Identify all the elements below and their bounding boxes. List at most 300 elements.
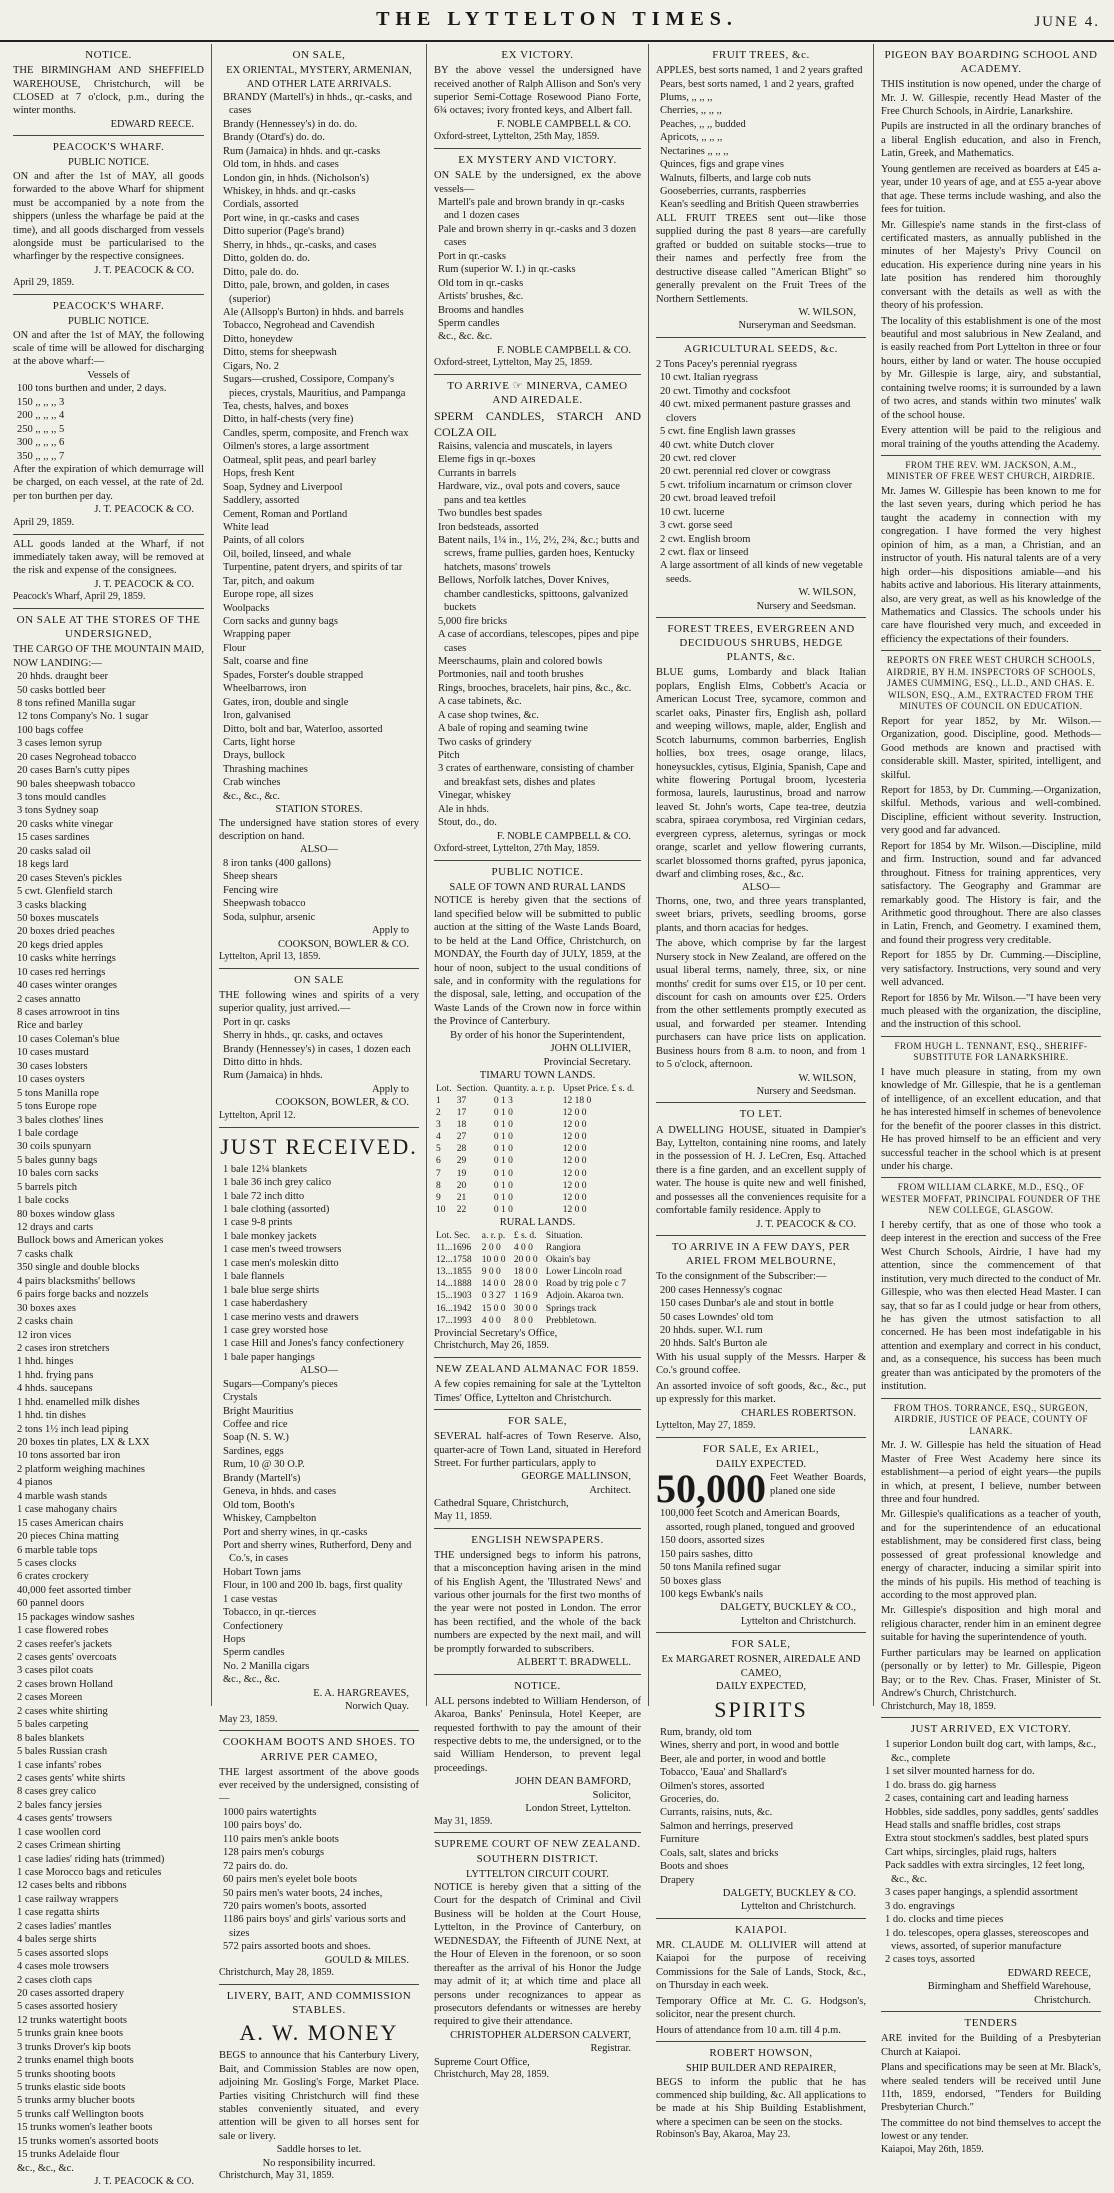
goods-list	[656, 1507, 866, 1601]
list-item: 5 cwt. trifolium incarnatum or crimson clover	[660, 479, 853, 491]
list-item: Oatmeal, split peas, and pearl barley	[223, 454, 377, 466]
ad-date: Lyttelton, April 12.	[219, 1109, 296, 1121]
list-item: 12 iron vices	[17, 1329, 72, 1341]
ad-date: May 31, 1859.	[434, 1815, 493, 1827]
ad-heading: AGRICULTURAL SEEDS, &c.	[684, 342, 838, 355]
list-item: 1 case mahogany chairs	[17, 1504, 118, 1516]
table-cell: Springs track	[545, 1303, 597, 1314]
ad-date: Christchurch, May 28, 1859.	[219, 1967, 334, 1979]
ad-subheading: SALE OF TOWN AND RURAL LANDS	[449, 881, 626, 893]
list-item: 50 pairs men's water boots, 24 inches,	[223, 1887, 383, 1899]
list-item: 1 case Hill and Jones's fancy confectionery	[223, 1338, 404, 1350]
list-item: London gin, in hhds. (Nicholson's)	[223, 172, 369, 184]
table-cell: 12 0 0	[562, 1156, 587, 1167]
table-row	[434, 1266, 641, 1278]
list-item: Spades, Forster's double strapped	[223, 669, 364, 681]
table-cell: Road by trig pole c 7	[545, 1279, 626, 1290]
list-item: 4 marble wash stands	[17, 1490, 108, 1502]
list-item: Brandy (Hennessey's) in cases, 1 dozen each	[223, 1043, 411, 1055]
list-item: Flour	[223, 642, 246, 654]
list-item: Soap, Sydney and Liverpool	[223, 481, 343, 493]
ad-date: May 23, 1859.	[219, 1713, 278, 1725]
list-item: 20 hhds. Salt's Burton ale	[660, 1338, 768, 1350]
list-item: 30 boxes axes	[17, 1302, 76, 1314]
ad-signature-title: Architect.	[589, 1484, 631, 1496]
ad-heading: ENGLISH NEWSPAPERS.	[471, 1533, 604, 1546]
list-item: 1 case men's tweed trowsers	[223, 1244, 342, 1256]
ad-testimonial-tennant	[881, 1037, 1101, 1179]
list-item: 15 packages window sashes	[17, 1611, 135, 1623]
ad-kaiapoi-ollivier	[656, 1919, 866, 2042]
list-item: 20 cases Barn's cutty pipes	[17, 765, 130, 777]
list-item: Two bundles best spades	[438, 508, 542, 520]
list-item: 2 cases, containing cart and leading harness	[885, 1793, 1069, 1805]
ad-subheading: PUBLIC NOTICE.	[67, 316, 150, 328]
list-item: Ditto, in half-chests (very fine)	[223, 414, 354, 426]
list-item: 5 trunks army blucher boots	[17, 2095, 135, 2107]
ad-signature: CHARLES ROBERTSON.	[741, 1407, 856, 1419]
ad-body: Every attention will be paid to the religious and moral training of the youths attending the Academy.	[881, 425, 1101, 450]
list-item: Rum (superior W. I.) in qr.-casks	[438, 264, 576, 276]
list-item: 1186 pairs boys' and girls' various sorts and sizes	[223, 1914, 406, 1939]
list-item: 50 casks bottled beer	[17, 684, 106, 696]
table-row	[434, 1303, 641, 1315]
list-item: 2 cases toys, assorted	[885, 1954, 975, 1966]
ad-robert-howson	[656, 2042, 866, 2146]
list-item: Soap (N. S. W.)	[223, 1432, 289, 1444]
list-item: &c., &c. &c.	[438, 331, 493, 343]
goods-list	[656, 78, 866, 212]
ad-heading: TO ARRIVE IN A FEW DAYS, PER ARIEL FROM MELBOURNE,	[671, 1241, 851, 1268]
ad-signature: J. T. PEACOCK & CO.	[94, 578, 194, 590]
ad-signature-title: Lyttelton and Christchurch.	[740, 1901, 856, 1913]
ad-body: Mr. J. W. Gillespie has held the situation of Head Master of Free West Academy here since its establishment—a period of eight years—the pupils in which, at present, I believe, number between three and four hundred.	[881, 1440, 1101, 1505]
list-item: 5 trunks grain knee boots	[17, 2028, 124, 2040]
list-item: Oilmen's stores, a large assortment	[223, 441, 370, 453]
list-item: 4 cases gents' trowsers	[17, 1813, 112, 1825]
list-item: Corn sacks and gunny bags	[223, 616, 338, 628]
list-item: Whiskey, in hhds. and qr.-casks	[223, 186, 356, 198]
list-item: 1 hhd. hinges	[17, 1356, 74, 1368]
table-cell: 29	[456, 1156, 467, 1167]
ad-body: Mr. James W. Gillespie has been known to me for the last seven years, during which period he has taught the academy in connection with my congregation. I have formed the very highest opinion of him, as a man, a Christian, and an instructor of youth. His natural talents are of a very high order—his dispositions amiable—and his habits active and laborious. His literary attainments, also, are very great, as well as his knowledge of the Mathematics and Classics. The schools under his care have flourished very much, and exceeded in efficiency the expectations of their founders.	[881, 486, 1101, 645]
ad-body: Plans and specifications may be seen at Mr. Black's, where sealed tenders will be received until June 11th, 1859, endorsed, "Tenders for Building Presbyterian Church."	[881, 2062, 1101, 2114]
list-item: 10 cases oysters	[17, 1074, 85, 1086]
table-row	[434, 1119, 641, 1131]
list-item: 2 cwt. flax or linseed	[660, 547, 749, 559]
ad-agricultural-seeds	[656, 338, 866, 618]
ad-signature: F. NOBLE CAMPBELL & CO.	[496, 830, 631, 842]
ad-line: Saddle horses to let.	[276, 2144, 362, 2156]
ad-body: Report for year 1852, by Mr. Wilson.—Organization, good. Discipline, good. Methods—Good methods are known and practised with considerable skill. Master, spirited, intelligent, and skilful.	[881, 715, 1101, 781]
table-cell: 20 0 0	[513, 1254, 538, 1265]
table-cell: 0 1 0	[493, 1156, 513, 1167]
list-item: Kean's seedling and British Queen strawberries	[660, 199, 859, 211]
table-row	[434, 1131, 641, 1143]
list-item: 2 tons 1½ inch lead piping	[17, 1423, 129, 1435]
list-item: Gates, iron, double and single	[223, 696, 349, 708]
list-item: Beer, ale and porter, in wood and bottle	[660, 1753, 826, 1765]
table-cell: 2	[436, 1107, 441, 1118]
ad-testimonial-clarke	[881, 1178, 1101, 1398]
scale-item: 200 ,, ,, ,, 4	[17, 410, 65, 422]
ad-heading: ROBERT HOWSON,	[709, 2047, 813, 2060]
list-item: Coffee and rice	[223, 1419, 288, 1431]
list-item: Meerschaums, plain and colored bowls	[438, 655, 603, 667]
table-cell: 13...1855	[436, 1267, 472, 1278]
apply-label: Apply to	[371, 925, 409, 937]
list-item: 4 cases mole trowsers	[17, 1961, 109, 1973]
list-item: 8 tons refined Manilla sugar	[17, 697, 136, 709]
ad-heading: NOTICE.	[85, 49, 132, 61]
table-cell: 28 0 0	[513, 1279, 538, 1290]
list-item: 1 bale clothing (assorted)	[223, 1204, 330, 1216]
list-item: Crystals	[223, 1392, 258, 1404]
table-cell: 12 0 0	[562, 1205, 587, 1216]
ad-by: By order of his honor the Superintendent,	[450, 1029, 625, 1041]
list-item: A case of accordians, telescopes, pipes and pipe cases	[438, 629, 639, 654]
ad-quantity: 50,000	[656, 1466, 766, 1512]
table-row	[434, 1192, 641, 1204]
ad-signature: W. WILSON,	[798, 1072, 856, 1084]
town-lands-heading: TIMARU TOWN LANDS.	[479, 1070, 596, 1082]
list-item: 50 boxes muscatels	[17, 912, 99, 924]
list-item: 3 cases lemon syrup	[17, 738, 102, 750]
list-item: Hops, fresh Kent	[223, 468, 295, 480]
list-item: Ditto, bolt and bar, Waterloo, assorted	[223, 723, 383, 735]
ad-body: ALL persons indebted to William Henderson, of Akaroa, Banks' Peninsula, Hotel Keeper, are requested forthwith to pay the amount of their respective debts to me, the undersigned, or to the said William Henderson, to prevent legal proceedings.	[434, 1695, 641, 1774]
list-item: 2 cases brown Holland	[17, 1678, 113, 1690]
list-item: 20 pieces China matting	[17, 1531, 119, 1543]
ad-body: NOTICE is hereby given that the sections of land specified below will be submitted to public auction at the sitting of the Waste Lands Board, to be held at the Land Office, Christchurch, on MONDAY, the Fourth day of JULY, 1859, at the hour of noon, subject to the usual conditions of sale, and in conformity with the regulations for the disposal, sale, letting, and occupation of the Waste Lands of the Crown now in force within the Province of Canterbury.	[434, 895, 641, 1028]
list-item: 1 case haberdashery	[223, 1298, 308, 1310]
list-item: 20 cases Negrohead tobacco	[17, 751, 137, 763]
list-item: 1 case ladies' riding hats (trimmed)	[17, 1853, 165, 1865]
ad-body: Report for 1853, by Dr. Cumming.—Organization, skilful. Methods, various and well-combined. Discipline, efficient without severity. Instruction, very good and far advanced.	[881, 785, 1101, 837]
column-3	[426, 44, 648, 2081]
table-cell: 14...1888	[436, 1279, 472, 1290]
table-cell: 12 0 0	[562, 1144, 587, 1155]
list-item: BRANDY (Martell's) in hhds., qr.-casks, and cases	[223, 91, 413, 117]
list-item: Port in qr. casks	[223, 1016, 291, 1028]
list-item: Hops	[223, 1634, 246, 1646]
list-item: Pale and brown sherry in qr.-casks and 3 dozen cases	[438, 223, 636, 249]
list-item: 4 pianos	[17, 1477, 53, 1489]
list-item: 2 cases Moreen	[17, 1692, 83, 1704]
list-item: Stout, do., do.	[438, 817, 497, 829]
list-item: Extra stout stockmen's saddles, best plated spurs	[885, 1833, 1089, 1845]
table-row	[434, 1107, 641, 1119]
table-row	[434, 1168, 641, 1180]
list-item: 5 cases assorted slops	[17, 1947, 109, 1959]
ad-weather-boards	[656, 1438, 866, 1633]
ad-body: Thorns, one, two, and three years transplanted, sweet briars, privets, seedling brooms, gorse plants, and thorn acacias for hedges.	[656, 895, 866, 934]
list-item: Salt, coarse and fine	[223, 656, 309, 668]
table-cell: 4	[436, 1132, 441, 1143]
ad-date: Robinson's Bay, Akaroa, May 23.	[656, 2129, 791, 2141]
list-item: 1 do. clocks and time pieces	[885, 1914, 1004, 1926]
ad-heading: FROM THOS. TORRANCE, ESQ., SURGEON, AIRDRIE, JUSTICE OF PEACE, COUNTY OF LANARK.	[893, 1402, 1089, 1436]
ad-signature: JOHN OLLIVIER,	[550, 1043, 631, 1055]
also-label: ALSO—	[300, 844, 338, 856]
goods-list	[656, 1726, 866, 1887]
goods-list	[219, 1378, 419, 1687]
table-cell: Prebbletown.	[545, 1315, 597, 1326]
table-cell: 14 0 0	[481, 1279, 506, 1290]
ad-signature-title: Lyttelton and Christchurch.	[740, 1615, 856, 1627]
list-item: Europe rope, all sizes	[223, 589, 314, 601]
list-item: Brooms and handles	[438, 304, 524, 316]
list-item: 10 tons assorted bar iron	[17, 1450, 121, 1462]
list-item: 3 tons mould candles	[17, 792, 106, 804]
list-item: 15 trunks women's assorted boots	[17, 2135, 159, 2147]
ad-subheading: PUBLIC NOTICE.	[67, 157, 150, 169]
ad-body: Mr. Gillespie's qualifications as a teacher of youth, and for the superintendence of an educational establishment, may be considered first class, being possessed of great professional knowledge and energy of character, inducing a similar spirit into the minds of his pupils. His method of teaching is according to the most approved plan.	[881, 1509, 1101, 1602]
ad-subheading: SHIP BUILDER AND REPAIRER,	[685, 2063, 837, 2075]
ad-body: APPLES, best sorts named, 1 and 2 years grafted	[656, 65, 863, 77]
list-item: 20 cwt. perennial red clover or cowgrass	[660, 466, 831, 478]
ad-body: Report for 1854 by Mr. Wilson.—Discipline, mild and firm. Instruction, sound and far advanced throughout. Fitness for training apprentices, very satisfactory. The Geography and Grammar are remarkably good. The History is fair, and the Arithmetic good throughout. There are also classes in Latin, French, and Geometry. I examined them, and found their progress very creditable.	[881, 840, 1101, 946]
table-row	[434, 1155, 641, 1167]
ad-body: Mr. Gillespie's name stands in the first-class of certificated masters, as annually published in the minutes of her Majesty's Privy Council on education. His experience during nine years in his late position has rendered him thoroughly conversant with the details as well as with the theory of his profession.	[881, 219, 1101, 312]
ad-heading: PEACOCK'S WHARF.	[52, 300, 165, 313]
ad-supreme-court	[434, 1833, 641, 2086]
list-item: 1 bale blue serge shirts	[223, 1284, 320, 1296]
list-item: Oilmen's stores, assorted	[660, 1780, 765, 1792]
ad-town-reserve	[434, 1410, 641, 1529]
ad-body: A DWELLING HOUSE, situated in Dampier's Bay, Lyttelton, containing nine rooms, and lately in the possession of H. J. LeCren, Esq. Attached there is a fine garden, and an excellent supply of water. The house is quite new and well finished, and possesses all the conveniences requisite for a comfortable family residence. Apply to	[656, 1124, 866, 1217]
ad-signature-address: Christchurch.	[1034, 1994, 1091, 2006]
list-item: Thrashing machines	[223, 763, 308, 775]
list-item: Tobacco, 'Eaua' and Shallard's	[660, 1767, 787, 1779]
ad-body: Mr. Gillespie's disposition and high moral and religious character, render him in an eminent degree suitable for having the superintendence of youth.	[881, 1605, 1101, 1644]
ad-signature: F. NOBLE CAMPBELL & CO.	[496, 344, 631, 356]
list-item: 40 cases winter oranges	[17, 980, 118, 992]
list-item: Artists' brushes, &c.	[438, 291, 524, 303]
list-item: Cigars, No. 2	[223, 360, 279, 372]
table-cell: 37	[456, 1095, 467, 1106]
ad-heading: JUST ARRIVED, EX VICTORY.	[910, 1723, 1072, 1736]
list-item: 20 hhds. super. W.I. rum	[660, 1324, 763, 1336]
list-item: 4 bales serge shirts	[17, 1934, 97, 1946]
ad-signature: W. WILSON,	[798, 306, 856, 318]
list-item: Sperm candles	[223, 1647, 285, 1659]
ad-ariel-arrival	[656, 1236, 866, 1438]
list-item: 1 do. brass do. gig harness	[885, 1779, 997, 1791]
ad-body: Report for 1856 by Mr. Wilson.—"I have been very much pleased with the organization, the discipline, and the instruction of this school.	[881, 992, 1101, 1031]
table-cell: 2 0 0	[481, 1242, 501, 1253]
ad-heading: PEACOCK'S WHARF.	[52, 141, 165, 154]
list-item: 100,000 feet Scotch and American Boards, assorted, rough planed, tongued and grooved	[660, 1508, 855, 1533]
list-item: Wines, sherry and port, in wood and bottle	[660, 1740, 839, 1752]
list-item: 2 cwt. English broom	[660, 533, 751, 545]
list-item: 1 case infants' robes	[17, 1759, 102, 1771]
list-item: Geneva, in hhds. and cases	[223, 1486, 337, 1498]
list-item: Eleme figs in qr.-boxes	[438, 454, 536, 466]
list-item: 1 hhd. tin dishes	[17, 1410, 86, 1422]
list-item: 1 case woollen cord	[17, 1826, 101, 1838]
ad-intro: THE CARGO OF THE MOUNTAIN MAID, NOW LANDING:—	[13, 644, 204, 669]
list-item: Ale (Allsopp's Burton) in hhds. and barrels	[223, 306, 404, 318]
ad-heading: FOR SALE, Ex ARIEL,	[702, 1442, 820, 1455]
masthead	[0, 0, 1114, 42]
ad-body: The committee do not bind themselves to accept the lowest or any tender.	[881, 2117, 1101, 2143]
rural-lands-table	[434, 1230, 641, 1327]
ad-land-sale	[434, 861, 641, 1358]
ad-body: ON and after the 1st of MAY, the following scale of time will be allowed for discharging at the above wharf:—	[13, 329, 204, 368]
list-item: 128 pairs men's coburgs	[223, 1847, 325, 1859]
list-item: 3 cwt. gorse seed	[660, 520, 733, 532]
column-header: Upset Price. £ s. d.	[562, 1083, 635, 1094]
list-item: 5 tons Manilla rope	[17, 1087, 99, 1099]
list-item: 10 cwt. Italian ryegrass	[660, 372, 758, 384]
scale-heading: Vessels of	[87, 369, 130, 381]
list-item: 5 cwt. Glenfield starch	[17, 886, 113, 898]
list-item: 2 cases white shirting	[17, 1705, 108, 1717]
list-item: Old tom, Booth's	[223, 1499, 295, 1511]
ad-signature: COOKSON, BOWLER & CO.	[278, 938, 409, 950]
list-item: 12 drays and carts	[17, 1222, 94, 1234]
ad-signature: J. T. PEACOCK & CO.	[94, 2176, 194, 2188]
list-item: Head stalls and snaffle bridles, cost straps	[885, 1820, 1061, 1832]
ad-minerva-cameo	[434, 375, 641, 861]
goods-list	[219, 1806, 419, 1954]
ad-just-received	[219, 1128, 419, 1732]
ad-heading: FOREST TREES, EVERGREEN AND DECIDUOUS SHRUBS, HEDGE PLANTS, &c.	[667, 623, 855, 664]
ad-date: May 11, 1859.	[434, 1510, 492, 1522]
table-cell: 12 0 0	[562, 1119, 587, 1130]
list-item: 3 tons Sydney soap	[17, 805, 99, 817]
list-item: 100 pairs boys' do.	[223, 1820, 302, 1832]
list-item: Old tom in qr.-casks	[438, 277, 524, 289]
ad-heading: ON SALE	[294, 973, 344, 986]
ad-heading: FROM WILLIAM CLARKE, M.D., ESQ., OF WESTER MOFFAT, PRINCIPAL FOUNDER OF THE NEW COLLEGE, GLASGOW.	[881, 1182, 1101, 1216]
list-item: 1 case merino vests and drawers	[223, 1311, 359, 1323]
list-item: Woolpacks	[223, 602, 270, 614]
list-item: 350 single and double blocks	[17, 1262, 140, 1274]
ad-office: Provincial Secretary's Office,	[434, 1327, 558, 1339]
ad-heading: EX MYSTERY AND VICTORY.	[458, 154, 617, 167]
ad-heading: TO ARRIVE ☞ MINERVA, CAMEO AND AIREDALE.	[447, 380, 628, 407]
table-cell: 1 16 9	[513, 1291, 538, 1302]
ad-signature-title: Nursery and Seedsman.	[756, 600, 856, 612]
list-item: 6 pairs forge backs and nozzels	[17, 1289, 149, 1301]
column-4	[648, 44, 873, 2141]
scale-item: 150 ,, ,, ,, 3	[17, 396, 65, 408]
list-item: 10 casks white herrings	[17, 953, 116, 965]
ad-signature: ALBERT T. BRADWELL.	[516, 1657, 631, 1669]
table-cell: 7	[436, 1168, 441, 1179]
table-cell: 9 0 0	[481, 1267, 501, 1278]
table-cell: 10 0 0	[481, 1254, 506, 1265]
list-item: Currants, raisins, nuts, &c.	[660, 1807, 773, 1819]
list-item: Bellows, Norfolk latches, Dover Knives, chamber candlesticks, spittoons, galvanized buckets	[438, 575, 628, 614]
list-item: 20 hhds. draught beer	[17, 671, 108, 683]
ad-heading: EX VICTORY.	[501, 49, 574, 61]
list-item: Drays, bullock	[223, 750, 285, 762]
table-cell: 15 0 0	[481, 1303, 506, 1314]
scale-item: 300 ,, ,, ,, 6	[17, 437, 65, 449]
ad-signature: DALGETY, BUCKLEY & CO.	[722, 1888, 856, 1900]
list-item: 10 bales corn sacks	[17, 1168, 99, 1180]
ad-date: Kaiapoi, May 26th, 1859.	[881, 2143, 984, 2155]
also-label: ALSO—	[742, 882, 780, 894]
goods-list	[219, 857, 419, 924]
list-item: 20 kegs dried apples	[17, 939, 104, 951]
list-item: 72 pairs do. do.	[223, 1860, 289, 1872]
ad-goods-landed	[13, 535, 204, 610]
ad-livery-stables	[219, 1985, 419, 2187]
list-item: 15 cases American chairs	[17, 1517, 124, 1529]
list-item: Cart whips, sircingles, plaid rugs, halters	[885, 1846, 1057, 1858]
list-item: 20 cwt. red clover	[660, 452, 736, 464]
ad-heading: FOR SALE,	[508, 1415, 567, 1428]
list-item: 10 cwt. lucerne	[660, 506, 725, 518]
list-item: A case shop twines, &c.	[438, 709, 539, 721]
ad-date: Oxford-street, Lyttelton, May 25, 1859.	[434, 357, 593, 369]
list-item: Turpentine, patent dryers, and spirits of tar	[223, 562, 403, 574]
list-item: 1 bale flannels	[223, 1271, 285, 1283]
list-item: Sherry in hhds., qr. casks, and octaves	[223, 1030, 383, 1042]
list-item: 15 cases sardines	[17, 832, 90, 844]
list-item: 30 cases lobsters	[17, 1060, 88, 1072]
list-item: Nectarines ,, ,, ,,	[660, 145, 729, 157]
ad-body: Feet Weather Boards, planed one side	[770, 1472, 866, 1497]
apply-label: Apply to	[371, 1083, 409, 1095]
list-item: Cherries, ,, ,, ,,	[660, 105, 722, 117]
table-row	[434, 1143, 641, 1155]
list-item: 5 cwt. fine English lawn grasses	[660, 426, 796, 438]
list-item: 5,000 fire bricks	[438, 615, 508, 627]
ad-signature-title: Provincial Secretary.	[543, 1056, 631, 1068]
ad-peacocks-wharf-1	[13, 136, 204, 295]
ad-heading: FRUIT TREES, &c.	[712, 49, 810, 61]
list-item: 20 boxes tin plates, LX & LXX	[17, 1437, 150, 1449]
ad-wines-spirits	[219, 969, 419, 1128]
list-item: Port and sherry wines, Rutherford, Deny and Co.'s, in cases	[223, 1539, 412, 1565]
ad-heading: FROM THE REV. WM. JACKSON, A.M., MINISTER OF FREE WEST CHURCH, AIRDRIE.	[886, 459, 1096, 482]
list-item: 8 cases grey calico	[17, 1786, 97, 1798]
list-item: 20 cwt. Timothy and cocksfoot	[660, 385, 791, 397]
list-item: 30 coils spunyarn	[17, 1141, 92, 1153]
list-item: 2 cases iron stretchers	[17, 1342, 110, 1354]
ad-heading: JUST RECEIVED.	[220, 1133, 418, 1159]
list-item: 10 cases red herrings	[17, 966, 106, 978]
list-item: Carts, light horse	[223, 736, 296, 748]
table-cell: 4 0 0	[513, 1242, 533, 1253]
list-item: 5 cases clocks	[17, 1557, 77, 1569]
ad-body: The locality of this establishment is one of the most beautiful and most salubrious in New Zealand, and is easily reached from Port Lyttelton in three or four hours, either by land or water. The house occupied by Mr. Gillespie is large, airy, and substantial, containing twelve rooms; it is surrounded by a lawn of two acres, and stands within two minutes' walk of the school house.	[881, 315, 1101, 421]
ad-signature: GEORGE MALLINSON,	[521, 1471, 631, 1483]
table-cell: 27	[456, 1132, 467, 1143]
ad-signature-address: Norwich Quay.	[344, 1701, 409, 1713]
ad-proprietor: A. W. MONEY	[239, 2020, 399, 2046]
ad-body: Temporary Office at Mr. C. G. Hodgson's, solicitor, near the present church.	[656, 1995, 866, 2021]
list-item: 2 cases gents' white shirts	[17, 1772, 126, 1784]
list-item: Peaches, ,, ,, budded	[660, 118, 746, 130]
ad-ex-mystery-victory	[434, 149, 641, 375]
table-cell: 4 0 0	[481, 1315, 501, 1326]
list-item: 150 doors, assorted sizes	[660, 1535, 765, 1547]
list-item: Whiskey, Campbelton	[223, 1513, 317, 1525]
list-item: Pack saddles with extra sircingles, 12 feet long, &c., &c.	[885, 1860, 1085, 1885]
ad-peacocks-wharf-2	[13, 295, 204, 534]
list-item: Quinces, figs and grape vines	[660, 159, 784, 171]
list-item: Hobart Town jams	[223, 1566, 301, 1578]
ad-signature: GOULD & MILES.	[324, 1954, 409, 1966]
list-item: Rings, brooches, bracelets, hair pins, &c., &c.	[438, 682, 632, 694]
list-item: 1 do. telescopes, opera glasses, stereoscopes and views, assorted, of superior manufacture	[885, 1927, 1089, 1952]
